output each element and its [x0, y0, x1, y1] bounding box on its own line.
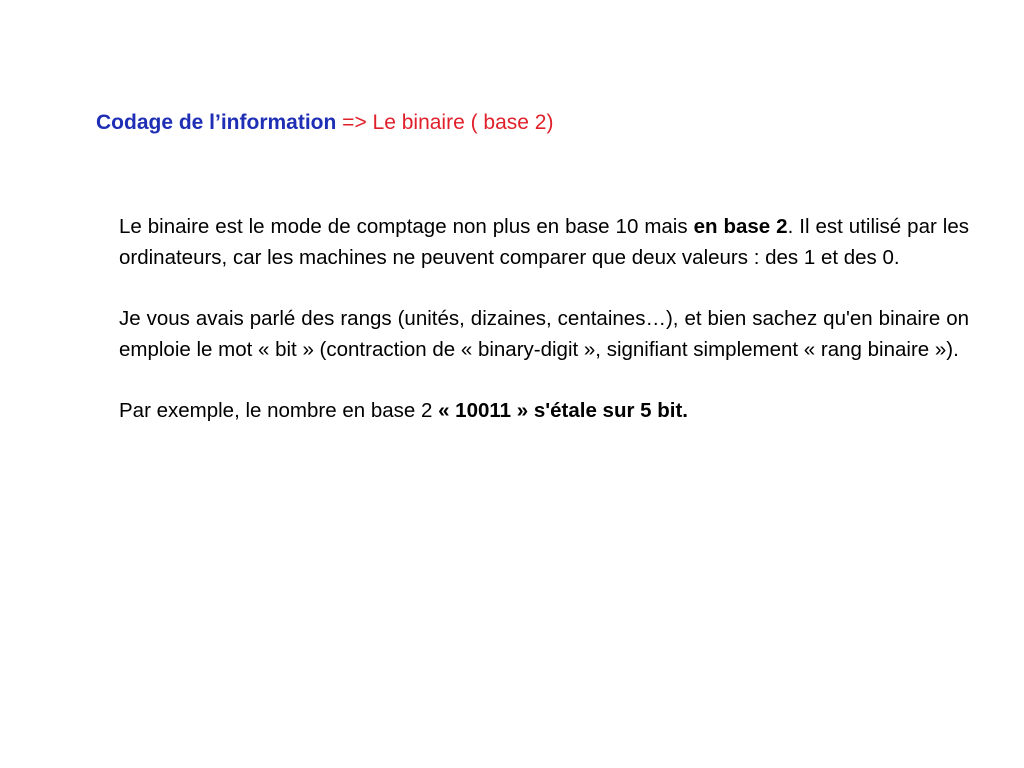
paragraph-2-text: Je vous avais parlé des rangs (unités, dizaines, centaines…), et bien sachez qu'en binaire on emploie le mot « bit » (contraction de « binary-digit », signifiant simplement « rang binaire »).	[119, 307, 969, 361]
paragraph-1-bold: en base 2	[693, 215, 788, 238]
slide-title	[96, 108, 553, 138]
slide-body	[119, 211, 969, 426]
paragraph-3-text-start: Par exemple, le nombre en base 2	[119, 399, 439, 422]
paragraph-3-bold: « 10011 » s'étale sur 5 bit.	[438, 399, 688, 422]
paragraph-1-text-start: Le binaire est le mode de comptage non plus en base 10 mais	[119, 215, 694, 238]
paragraph-example	[119, 395, 969, 426]
title-main: Codage de l’information	[96, 111, 337, 134]
paragraph-1-text-end: . Il est utilisé par les ordinateurs, car les machines ne peuvent comparer que deux valeurs : des 1 et des 0.	[119, 215, 969, 269]
title-subtitle: => Le binaire ( base 2)	[336, 111, 554, 134]
paragraph-bit-explanation	[119, 303, 969, 365]
paragraph-binary-definition	[119, 211, 969, 273]
